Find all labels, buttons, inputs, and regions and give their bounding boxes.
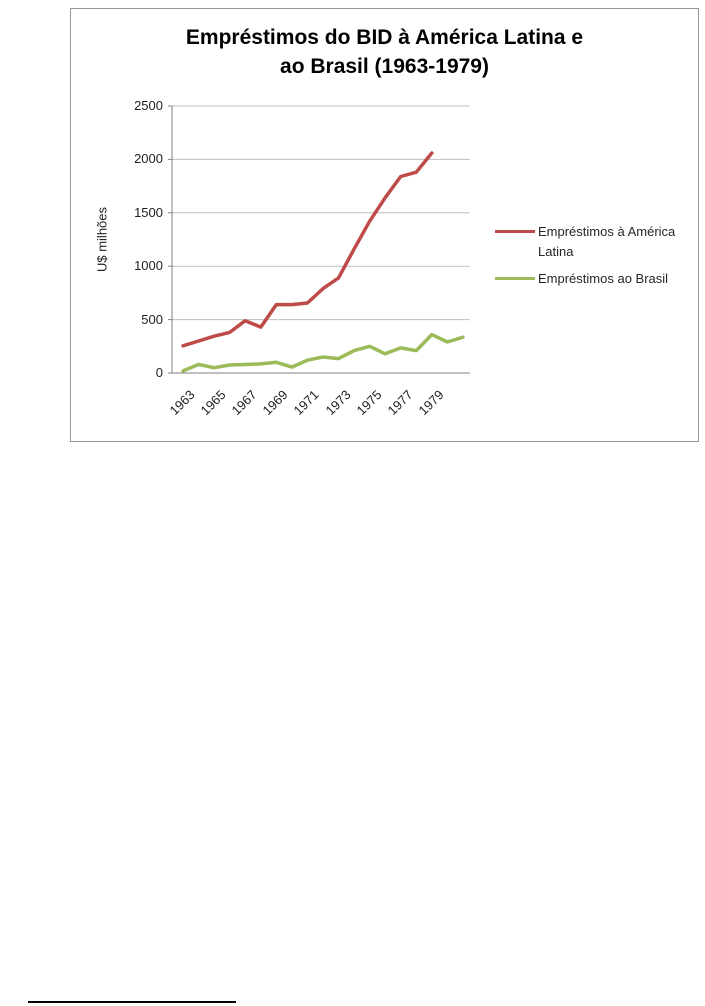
y-tick-label-2500: 2500 [134, 98, 163, 113]
legend-swatch-america-latina [495, 230, 535, 233]
x-tick-label-1969: 1969 [259, 387, 291, 419]
legend-label-america-latina: Empréstimos à América Latina [538, 224, 676, 259]
y-tick-label-2000: 2000 [134, 151, 163, 167]
x-tick-label-1963: 1963 [166, 387, 198, 419]
y-tick-label-1500: 1500 [134, 204, 163, 220]
x-tick-label-1965: 1965 [197, 387, 229, 419]
x-tick-label-1973: 1973 [322, 387, 354, 419]
footnote-separator-rule [28, 1001, 236, 1003]
x-tick-label-1971: 1971 [290, 387, 322, 419]
y-tick-label-500: 500 [141, 311, 163, 327]
chart-title-line-1: Empréstimos do BID à América Latina e [185, 26, 584, 49]
legend-swatch-brasil [495, 277, 535, 280]
y-tick-label-0: 0 [155, 365, 163, 380]
legend-label-brasil: Empréstimos ao Brasil [538, 271, 669, 286]
series-line-brasil [183, 335, 463, 371]
y-tick-label-1000: 1000 [134, 258, 163, 274]
series-line-america-latina [183, 153, 432, 346]
x-tick-label-1977: 1977 [384, 387, 416, 419]
y-axis-title: U$ milhões [94, 206, 110, 273]
x-tick-label-1975: 1975 [353, 387, 385, 419]
chart-title-line-2: ao Brasil (1963-1979) [280, 55, 489, 78]
x-tick-label-1967: 1967 [228, 387, 260, 419]
x-tick-label-1979: 1979 [415, 387, 447, 419]
